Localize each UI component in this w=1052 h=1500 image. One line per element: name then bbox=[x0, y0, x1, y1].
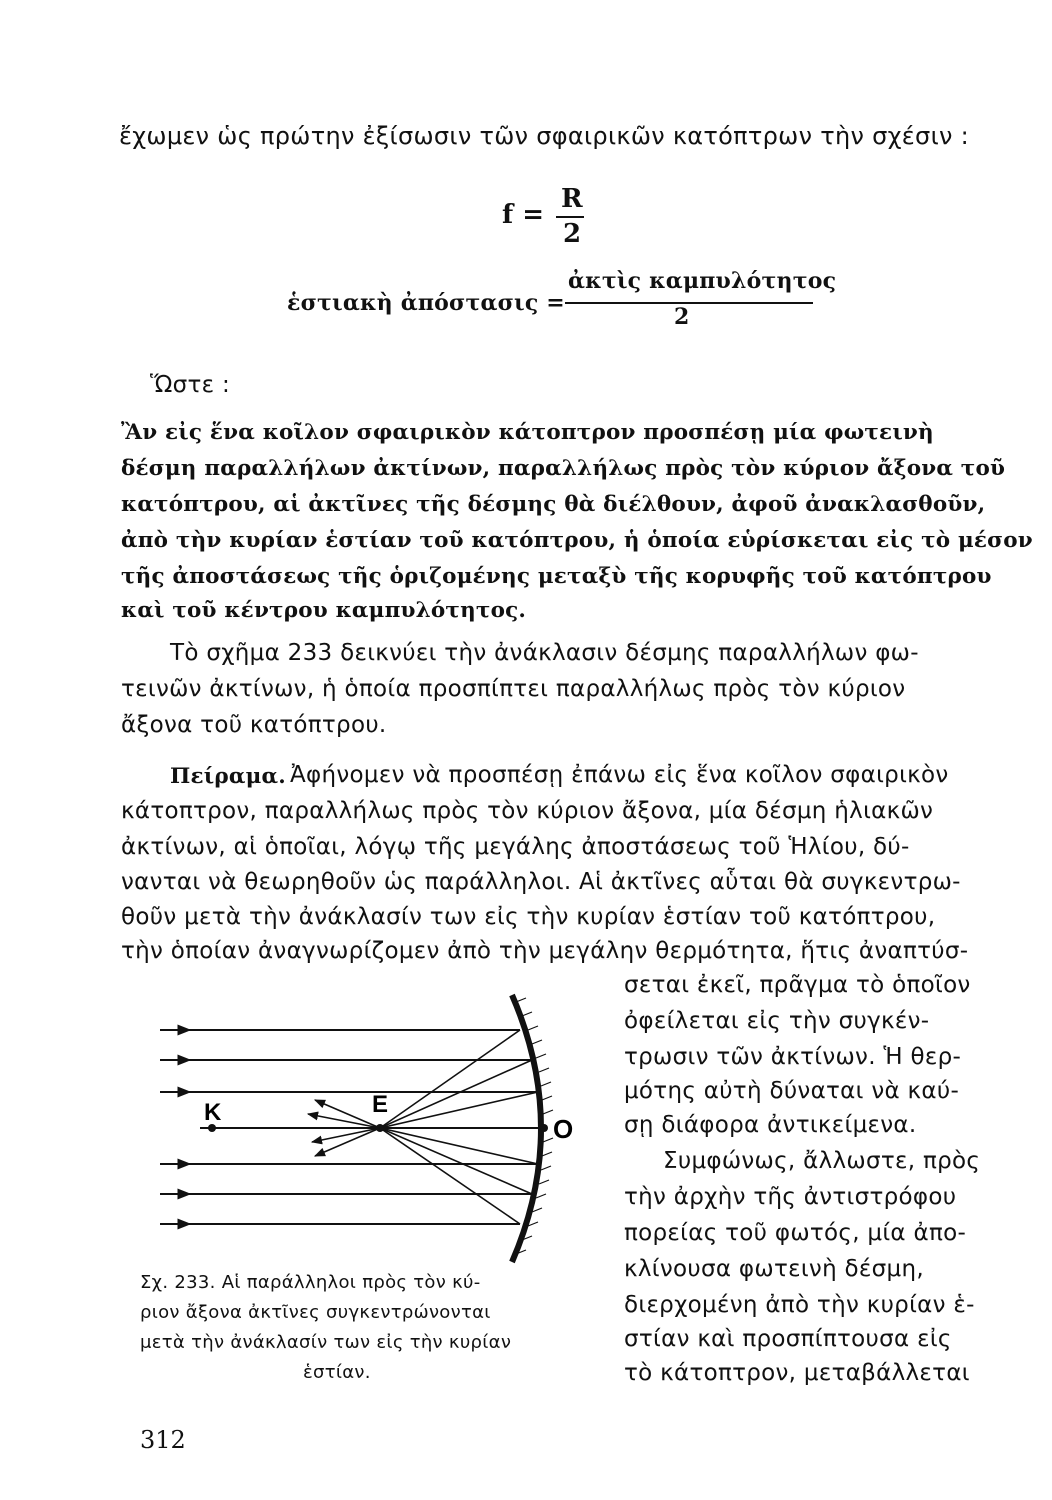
rule-line: Ἂν εἰς ἕνα κοῖλον σφαιρικὸν κάτοπτρον προσπέσῃ μία φωτεινὴ bbox=[121, 420, 934, 445]
rule-line: καὶ τοῦ κέντρου καμπυλότητος. bbox=[121, 598, 527, 623]
text-line: κλίνουσα φωτεινὴ δέσμη, bbox=[624, 1256, 924, 1282]
text-line: ἀκτίνων, αἱ ὁποῖαι, λόγῳ τῆς μεγάλης ἀποστάσεως τοῦ Ἡλίου, δύ- bbox=[121, 834, 910, 860]
text-line: ὀφείλεται εἰς τὴν συγκέν- bbox=[624, 1008, 930, 1034]
so-label: Ὥστε : bbox=[150, 372, 231, 398]
label-e: E bbox=[372, 1091, 389, 1118]
text-line: σῃ διάφορα ἀντικείμενα. bbox=[624, 1112, 917, 1138]
formula2-denominator: 2 bbox=[674, 304, 690, 330]
formula2-lhs: ἑστιακὴ ἀπόστασις = bbox=[287, 290, 565, 316]
text-line: τεινῶν ἀκτίνων, ἡ ὁποία προσπίπτει παραλλήλως πρὸς τὸν κύριον bbox=[121, 676, 906, 702]
text-line: κάτοπτρον, παραλλήλως πρὸς τὸν κύριον ἄξονα, μία δέσμη ἡλιακῶν bbox=[121, 798, 934, 824]
experiment-label: Πείραμα. bbox=[170, 764, 286, 789]
text-line: πορείας τοῦ φωτός, μία ἀπο- bbox=[624, 1220, 967, 1246]
text-line: διερχομένη ἀπὸ τὴν κυρίαν ἑ- bbox=[624, 1292, 975, 1318]
caption-line: Σχ. 233. Αἱ παράλληλοι πρὸς τὸν κύ- bbox=[140, 1272, 481, 1293]
rule-line: τῆς ἀποστάσεως τῆς ὁριζομένης μεταξὺ τῆς κορυφῆς τοῦ κατόπτρου bbox=[121, 564, 992, 589]
text-line: τὴν ἀρχὴν τῆς ἀντιστρόφου bbox=[624, 1184, 957, 1210]
figure-233-diagram bbox=[140, 980, 610, 1280]
formula1-numerator: R bbox=[561, 184, 583, 214]
page-number: 312 bbox=[140, 1426, 186, 1454]
text-line: τρωσιν τῶν ἀκτίνων. Ἡ θερ- bbox=[624, 1044, 962, 1070]
intro-line: ἔχωμεν ὡς πρώτην ἐξίσωσιν τῶν σφαιρικῶν κατόπτρων τὴν σχέσιν : bbox=[119, 122, 970, 150]
focus-point bbox=[376, 1124, 384, 1132]
text-line: μότης αὐτὴ δύναται νὰ καύ- bbox=[624, 1078, 960, 1104]
text-line: στίαν καὶ προσπίπτουσα εἰς bbox=[624, 1326, 952, 1352]
label-k: K bbox=[204, 1099, 222, 1126]
vertex-point bbox=[540, 1124, 548, 1132]
formula2-numerator: ἀκτὶς καμπυλότητος bbox=[568, 268, 837, 294]
rule-line: κατόπτρου, αἱ ἀκτῖνες τῆς δέσμης θὰ διέλθουν, ἀφοῦ ἀνακλασθοῦν, bbox=[121, 492, 986, 517]
text-line: Τὸ σχῆμα 233 δεικνύει τὴν ἀνάκλασιν δέσμης παραλλήλων φω- bbox=[170, 640, 919, 666]
caption-line: ριον ἄξονα ἀκτῖνες συγκεντρώνονται bbox=[140, 1302, 491, 1323]
formula1-lhs: f = bbox=[502, 200, 545, 230]
caption-line: ἑστίαν. bbox=[303, 1362, 371, 1383]
text-line: τὴν ὁποίαν ἀναγνωρίζομεν ἀπὸ τὴν μεγάλην θερμότητα, ἥτις ἀναπτύσ- bbox=[121, 938, 969, 964]
text-line: σεται ἐκεῖ, πρᾶγμα τὸ ὁποῖον bbox=[624, 972, 971, 998]
text-line: νανται νὰ θεωρηθοῦν ὡς παράλληλοι. Αἱ ἀκτῖνες αὗται θὰ συγκεντρω- bbox=[121, 869, 961, 895]
text-line: Ἀφήνομεν νὰ προσπέσῃ ἐπάνω εἰς ἕνα κοῖλον σφαιρικὸν bbox=[290, 762, 949, 788]
formula1-denominator: 2 bbox=[563, 219, 582, 249]
text-line: Συμφώνως, ἄλλωστε, πρὸς bbox=[663, 1148, 981, 1174]
rule-line: δέσμη παραλλήλων ἀκτίνων, παραλλήλως πρὸς τὸν κύριον ἄξονα τοῦ bbox=[121, 456, 1006, 481]
formula1-bar bbox=[556, 216, 584, 218]
text-line: τὸ κάτοπτρον, μεταβάλλεται bbox=[624, 1360, 970, 1386]
rule-line: ἀπὸ τὴν κυρίαν ἑστίαν τοῦ κατόπτρου, ἡ ὁποία εὑρίσκεται εἰς τὸ μέσον bbox=[121, 528, 1033, 553]
caption-line: μετὰ τὴν ἀνάκλασίν των εἰς τὴν κυρίαν bbox=[140, 1332, 512, 1353]
text-line: θοῦν μετὰ τὴν ἀνάκλασίν των εἰς τὴν κυρίαν ἑστίαν τοῦ κατόπτρου, bbox=[121, 904, 936, 930]
label-o: O bbox=[553, 1114, 574, 1144]
text-line: ἄξονα τοῦ κατόπτρου. bbox=[121, 712, 387, 738]
